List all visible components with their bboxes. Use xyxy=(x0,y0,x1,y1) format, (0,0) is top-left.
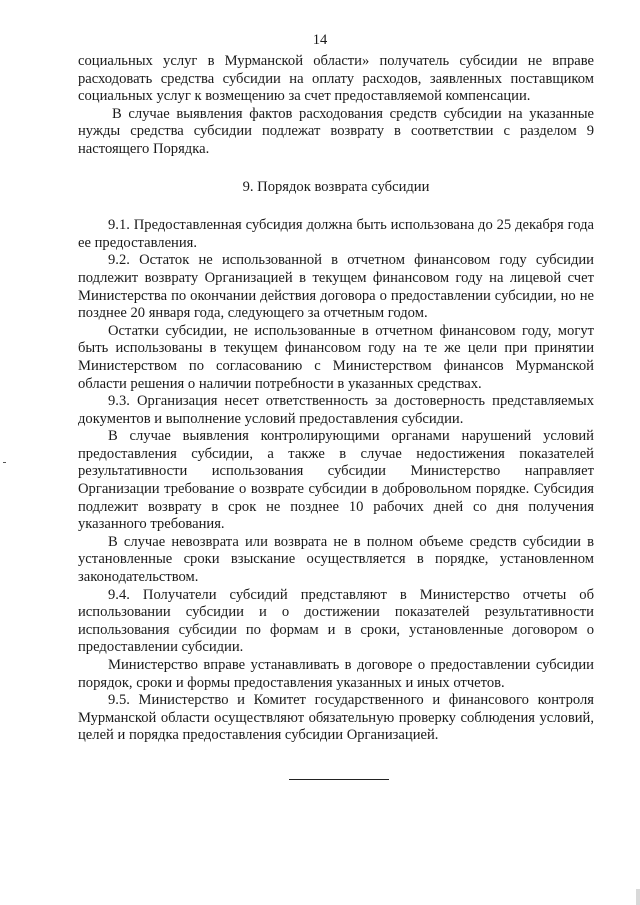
section-heading: 9. Порядок возврата субсидии xyxy=(242,178,430,195)
paragraph: Министерство вправе устанавливать в договоре о предоставлении субсидии порядок, сроки и формы предоставления указанных и иных отчетов. xyxy=(78,657,594,691)
paragraph: В случае невозврата или возврата не в полном объеме средств субсидии в установленные сроки взыскание осуществляется в порядке, установленном законодательством. xyxy=(78,533,594,586)
scan-edge-mark xyxy=(636,889,640,905)
paragraph: 9.3. Организация несет ответственность за достоверность представляемых документов и выполнение условий предоставления субсидии. xyxy=(78,393,594,427)
paragraph: 9.2. Остаток не использованной в отчетном финансовом году субсидии подлежит возврату Организацией в текущем финансовом году на лицевой счет Министерства по окончании действия договора о предоставлении субсидии, но не позднее 20 января года, следующего за отчетным годом. xyxy=(78,252,594,322)
end-separator-line xyxy=(289,779,389,780)
paragraph: 9.4. Получатели субсидий представляют в Министерство отчеты об использовании субсидии и о достижении показателей результативности использования субсидии по формам и в сроки, установленные договором о предоставлении субсидии. xyxy=(78,586,594,656)
document-body xyxy=(78,53,594,745)
paragraph: 9.1. Предоставленная субсидия должна быть использована до 25 декабря года ее предоставления. xyxy=(78,217,594,251)
paragraph: 9.5. Министерство и Комитет государственного и финансового контроля Мурманской области осуществляют обязательную проверку соблюдения условий, целей и порядка предоставления субсидии Организацией. xyxy=(78,692,594,744)
margin-mark xyxy=(3,462,6,463)
page-number: 14 xyxy=(312,32,328,48)
paragraph: В случае выявления фактов расходования средств субсидии на указанные нужды средства субсидии подлежат возврату в соответствии с разделом 9 настоящего Порядка. xyxy=(78,105,594,157)
paragraph: В случае выявления контролирующими органами нарушений условий предоставления субсидии, а также в случае недостижения показателей результативности использования субсидии Министерство направляет Организации требование о возврате субсидии в добровольном порядке. Субсидия подлежит возврату в срок не позднее 10 рабочих дней со дня получения указанного требования. xyxy=(78,428,594,533)
paragraph: социальных услуг в Мурманской области» получатель субсидии не вправе расходовать средства субсидии на оплату расходов, заявленных поставщиком социальных услуг к возмещению за счет предоставляемой компенсации. xyxy=(78,53,594,105)
paragraph: Остатки субсидии, не использованные в отчетном финансовом году, могут быть использованы в текущем финансовом году на те же цели при принятии Министерством по согласованию с Министерством финансов Мурманской области решения о наличии потребности в указанных средствах. xyxy=(78,322,594,392)
